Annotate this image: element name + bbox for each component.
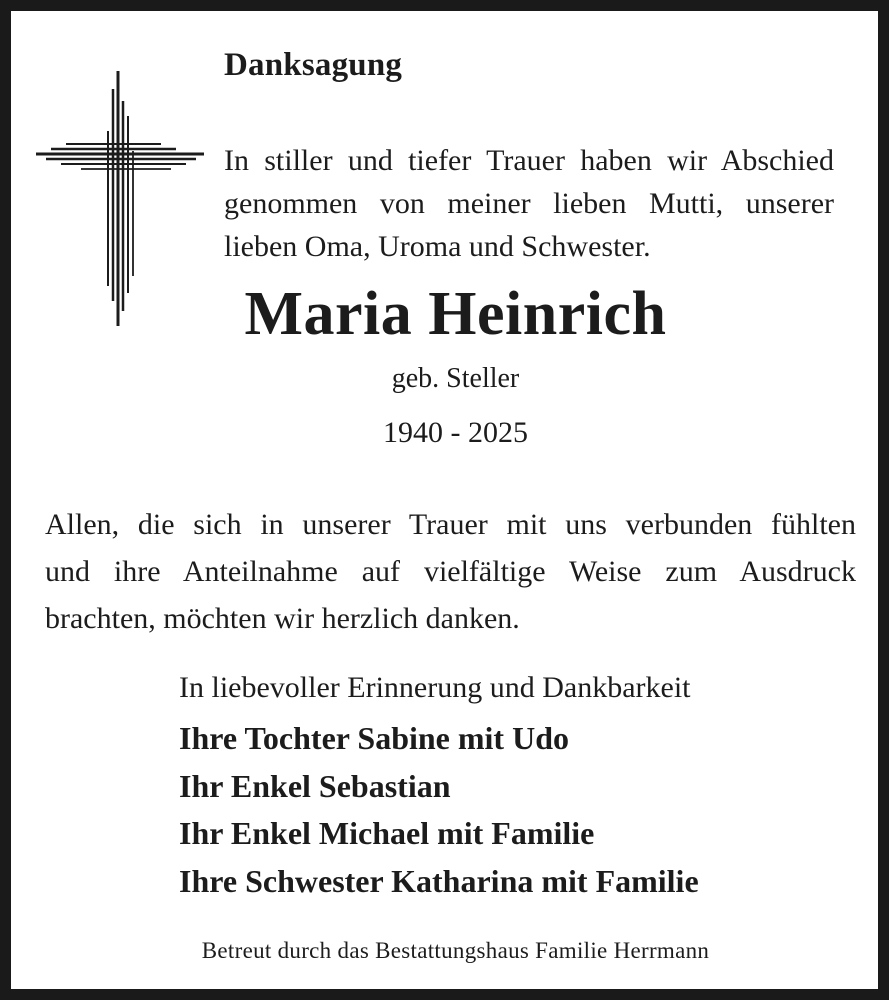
funeral-home-credit: Betreut durch das Bestattungshaus Familie Herrmann (201, 938, 710, 963)
family-list (179, 715, 699, 905)
intro-line: genommen von meiner lieben Mutti, unserer (224, 187, 834, 220)
thanks-line: und ihre Anteilnahme auf vielfältige Weise zum Ausdruck (45, 555, 856, 588)
birth-name: geb. Steller (391, 363, 520, 394)
family-member: Ihre Schwester Katharina mit Familie (179, 862, 699, 899)
intro-line: lieben Oma, Uroma und Schwester. (224, 230, 651, 263)
thanks-line: brachten, möchten wir herzlich danken. (45, 602, 520, 635)
life-years: 1940 - 2025 (383, 416, 528, 449)
family-member: Ihr Enkel Sebastian (179, 767, 451, 804)
notice-title: Danksagung (224, 47, 403, 83)
intro-text (224, 139, 834, 268)
intro-line: In stiller und tiefer Trauer haben wir Abschied (224, 144, 834, 177)
family-member: Ihre Tochter Sabine mit Udo (179, 720, 569, 756)
family-member: Ihr Enkel Michael mit Familie (179, 815, 595, 851)
deceased-name: Maria Heinrich (244, 280, 667, 348)
memory-line: In liebevoller Erinnerung und Dankbarkeit (179, 671, 691, 704)
thanks-text (45, 501, 856, 642)
thanks-line: Allen, die sich in unserer Trauer mit uns verbunden fühlten (45, 508, 856, 541)
